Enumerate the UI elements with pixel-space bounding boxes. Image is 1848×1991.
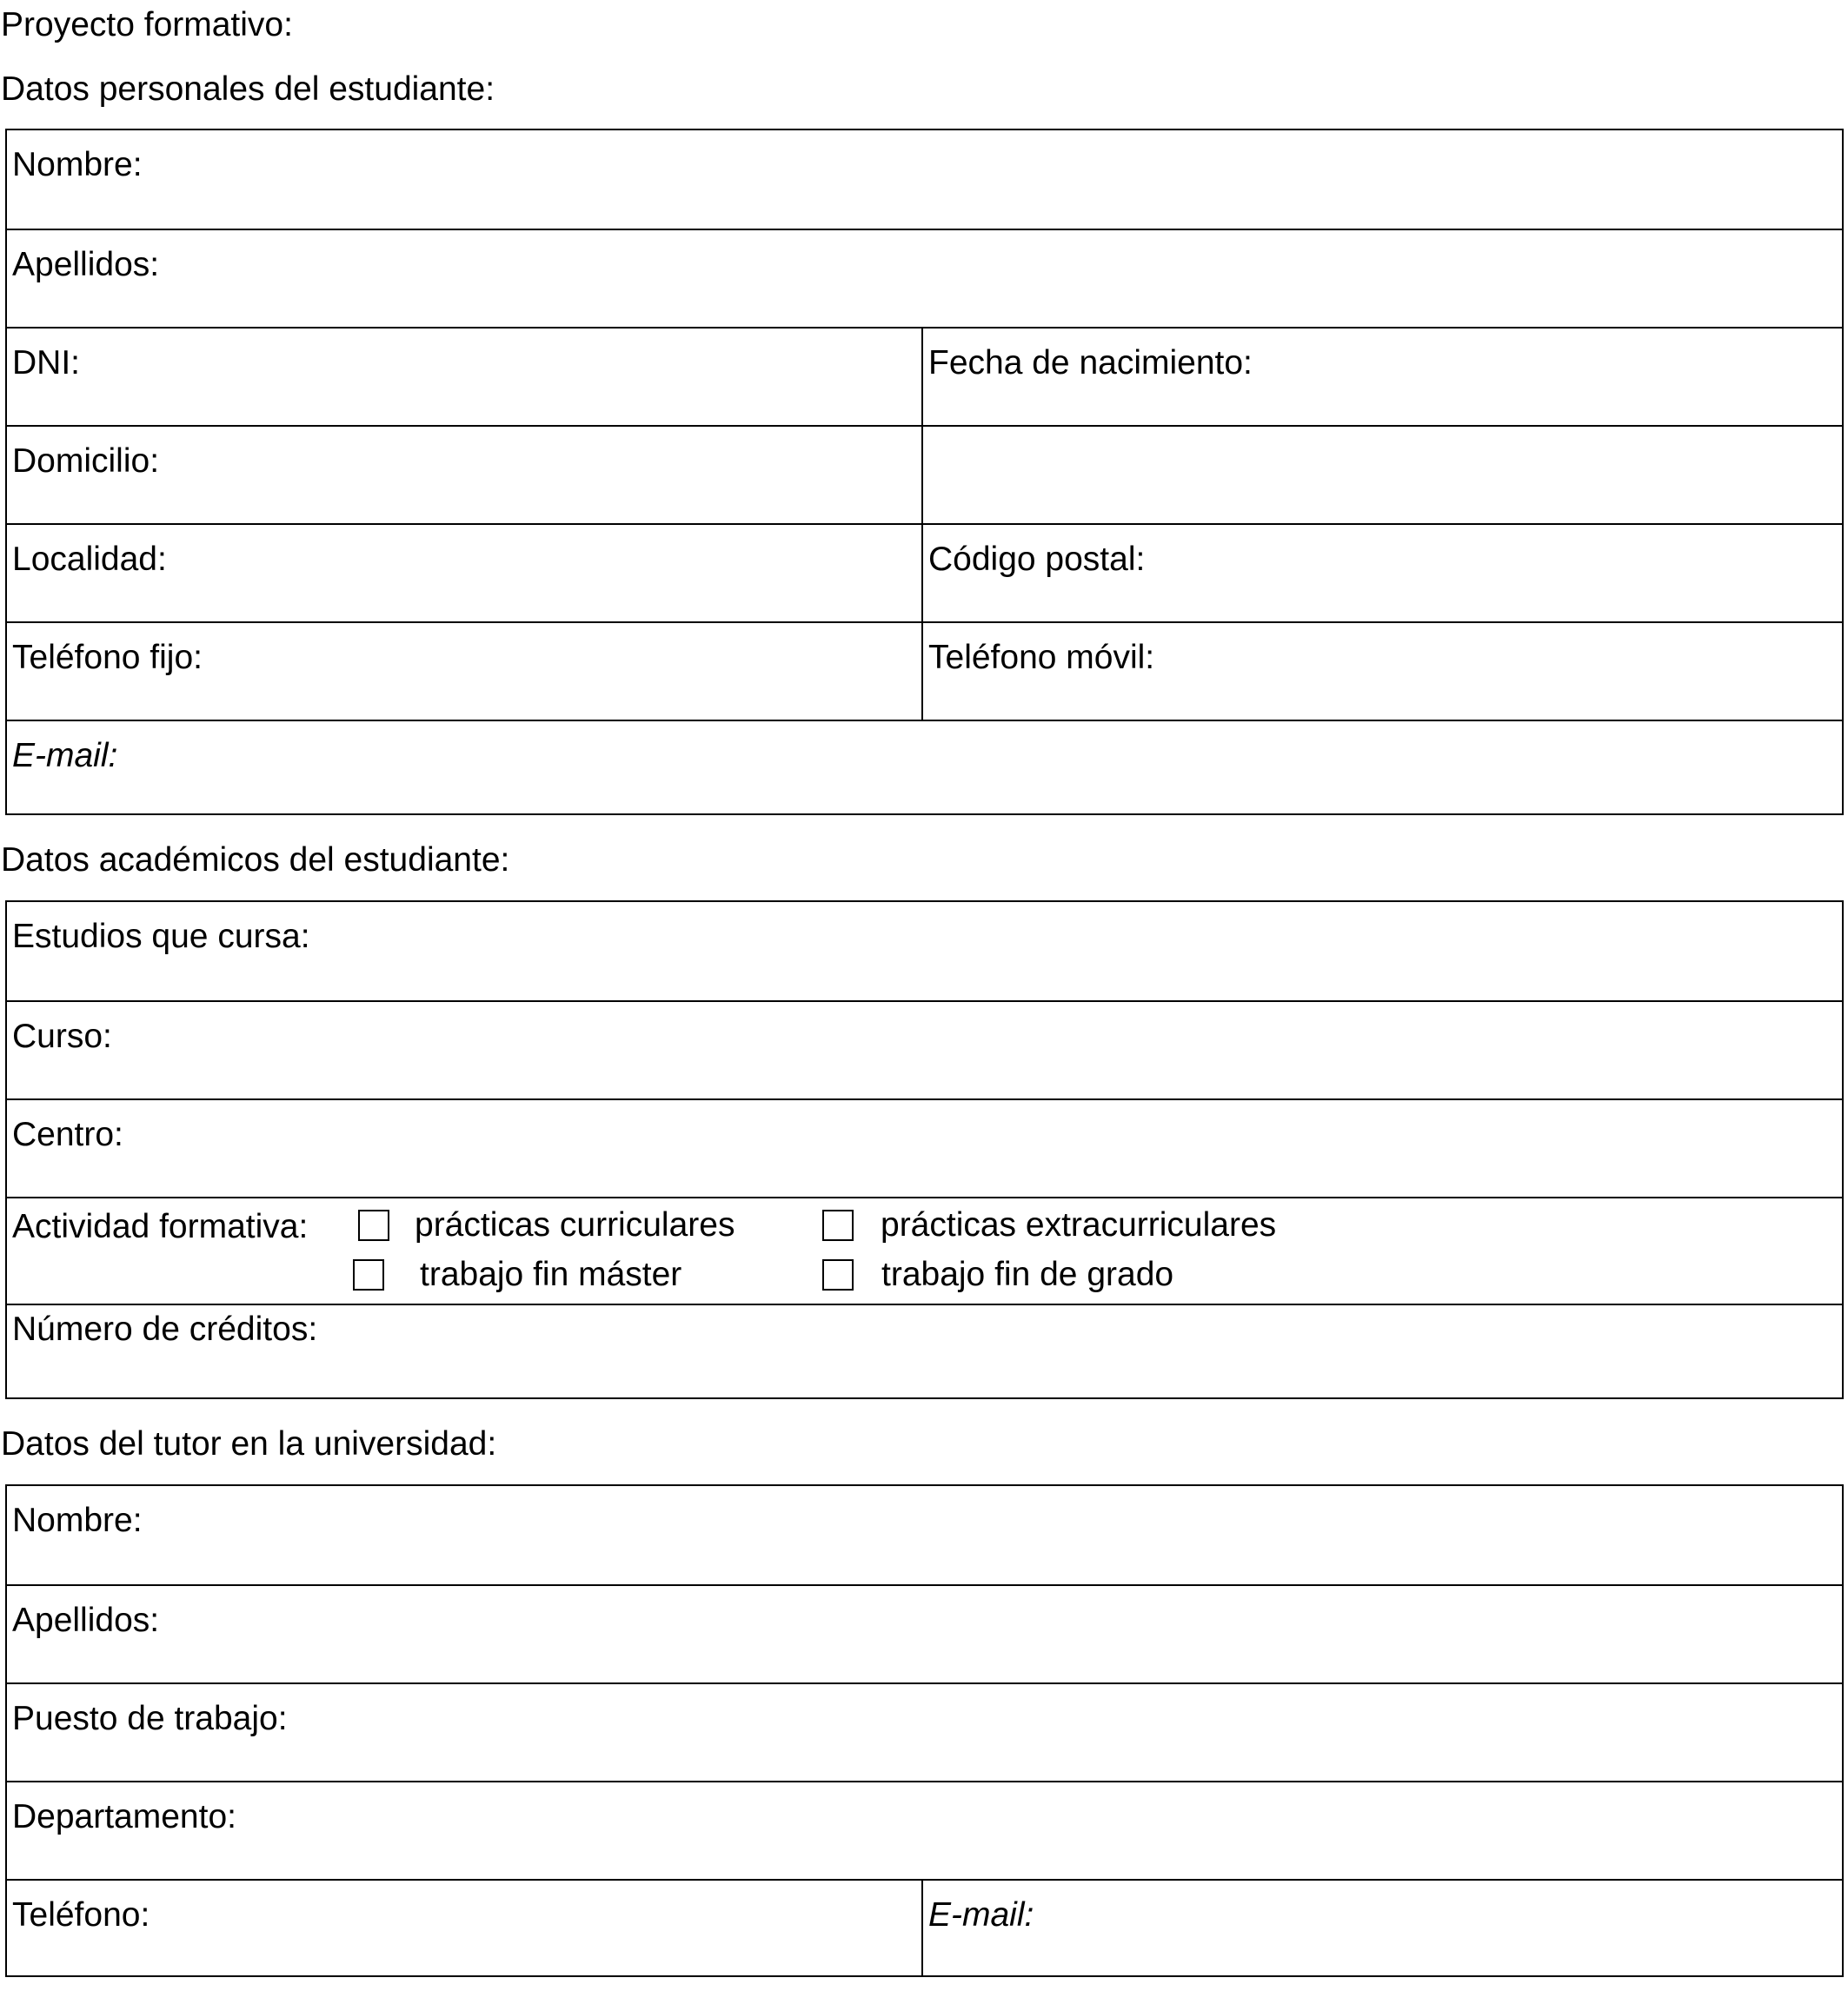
curso-label: Curso: [12,1018,112,1055]
row-tutor-departamento [7,1781,1842,1879]
option-label: trabajo fin máster [420,1256,682,1293]
academic-data-table [5,900,1844,1399]
row-telefonos [7,621,1842,720]
creditos-field[interactable] [7,1305,1842,1402]
domicilio-extra-field[interactable] [923,427,1842,523]
row-tutor-puesto [7,1682,1842,1781]
tutor-email-field[interactable] [923,1881,1842,1977]
estudios-label: Estudios que cursa: [12,918,310,955]
row-centro [7,1098,1842,1197]
personal-section-heading: Datos personales del estudiante: [1,70,495,108]
tutor-nombre-label: Nombre: [12,1502,143,1539]
dni-label: DNI: [12,344,80,382]
apellidos-field[interactable] [7,230,1842,327]
row-localidad-cp [7,523,1842,621]
telefono-fijo-label: Teléfono fijo: [12,639,203,676]
fecha-nacimiento-field[interactable] [923,329,1842,425]
telefono-fijo-field[interactable] [7,623,923,720]
dni-field[interactable] [7,329,923,425]
tutor-apellidos-field[interactable] [7,1586,1842,1682]
actividad-formativa-label: Actividad formativa: [12,1208,309,1245]
nombre-label: Nombre: [12,146,143,183]
option-trabajo-fin-master[interactable] [353,1258,681,1291]
tutor-departamento-field[interactable] [7,1782,1842,1879]
row-creditos [7,1304,1842,1402]
row-tutor-apellidos [7,1584,1842,1682]
checkbox-practicas-curriculares[interactable] [358,1210,389,1241]
option-trabajo-fin-de-grado[interactable] [822,1258,1173,1291]
nombre-field[interactable] [7,130,1842,229]
option-practicas-extracurriculares[interactable] [822,1208,1276,1242]
row-actividad-formativa [7,1197,1842,1304]
email-field[interactable] [7,721,1842,818]
tutor-email-label: E-mail: [928,1896,1034,1934]
row-apellidos [7,229,1842,327]
localidad-field[interactable] [7,525,923,621]
codigo-postal-field[interactable] [923,525,1842,621]
tutor-data-table [5,1484,1844,1977]
row-domicilio [7,425,1842,523]
tutor-departamento-label: Departamento: [12,1798,236,1835]
tutor-puesto-label: Puesto de trabajo: [12,1700,288,1737]
apellidos-label: Apellidos: [12,246,160,283]
row-curso [7,1000,1842,1098]
option-label: prácticas extracurriculares [881,1206,1277,1244]
domicilio-field[interactable] [7,427,923,523]
actividad-formativa-cell [7,1198,1842,1304]
centro-field[interactable] [7,1100,1842,1197]
row-email [7,720,1842,818]
row-tutor-nombre [7,1486,1842,1584]
localidad-label: Localidad: [12,541,167,578]
option-practicas-curriculares[interactable] [358,1208,735,1242]
project-heading: Proyecto formativo: [1,6,293,43]
curso-field[interactable] [7,1002,1842,1098]
estudios-field[interactable] [7,902,1842,1000]
centro-label: Centro: [12,1116,123,1153]
personal-data-table [5,129,1844,815]
tutor-telefono-label: Teléfono: [12,1896,150,1934]
option-label: prácticas curriculares [415,1206,735,1244]
tutor-puesto-field[interactable] [7,1684,1842,1781]
telefono-movil-field[interactable] [923,623,1842,720]
row-dni-fecha [7,327,1842,425]
option-label: trabajo fin de grado [881,1256,1174,1293]
email-label: E-mail: [12,737,118,774]
fecha-nacimiento-label: Fecha de nacimiento: [928,344,1253,382]
row-estudios [7,902,1842,1000]
codigo-postal-label: Código postal: [928,541,1146,578]
academic-section-heading: Datos académicos del estudiante: [1,841,510,879]
telefono-movil-label: Teléfono móvil: [928,639,1155,676]
checkbox-trabajo-fin-de-grado[interactable] [822,1259,854,1291]
domicilio-label: Domicilio: [12,442,160,480]
row-tutor-contacto [7,1879,1842,1977]
checkbox-practicas-extracurriculares[interactable] [822,1210,854,1241]
checkbox-trabajo-fin-master[interactable] [353,1259,384,1291]
tutor-section-heading: Datos del tutor en la universidad: [1,1425,497,1463]
tutor-nombre-field[interactable] [7,1486,1842,1584]
tutor-telefono-field[interactable] [7,1881,923,1977]
tutor-apellidos-label: Apellidos: [12,1602,160,1639]
creditos-label: Número de créditos: [12,1311,318,1348]
row-nombre [7,130,1842,229]
